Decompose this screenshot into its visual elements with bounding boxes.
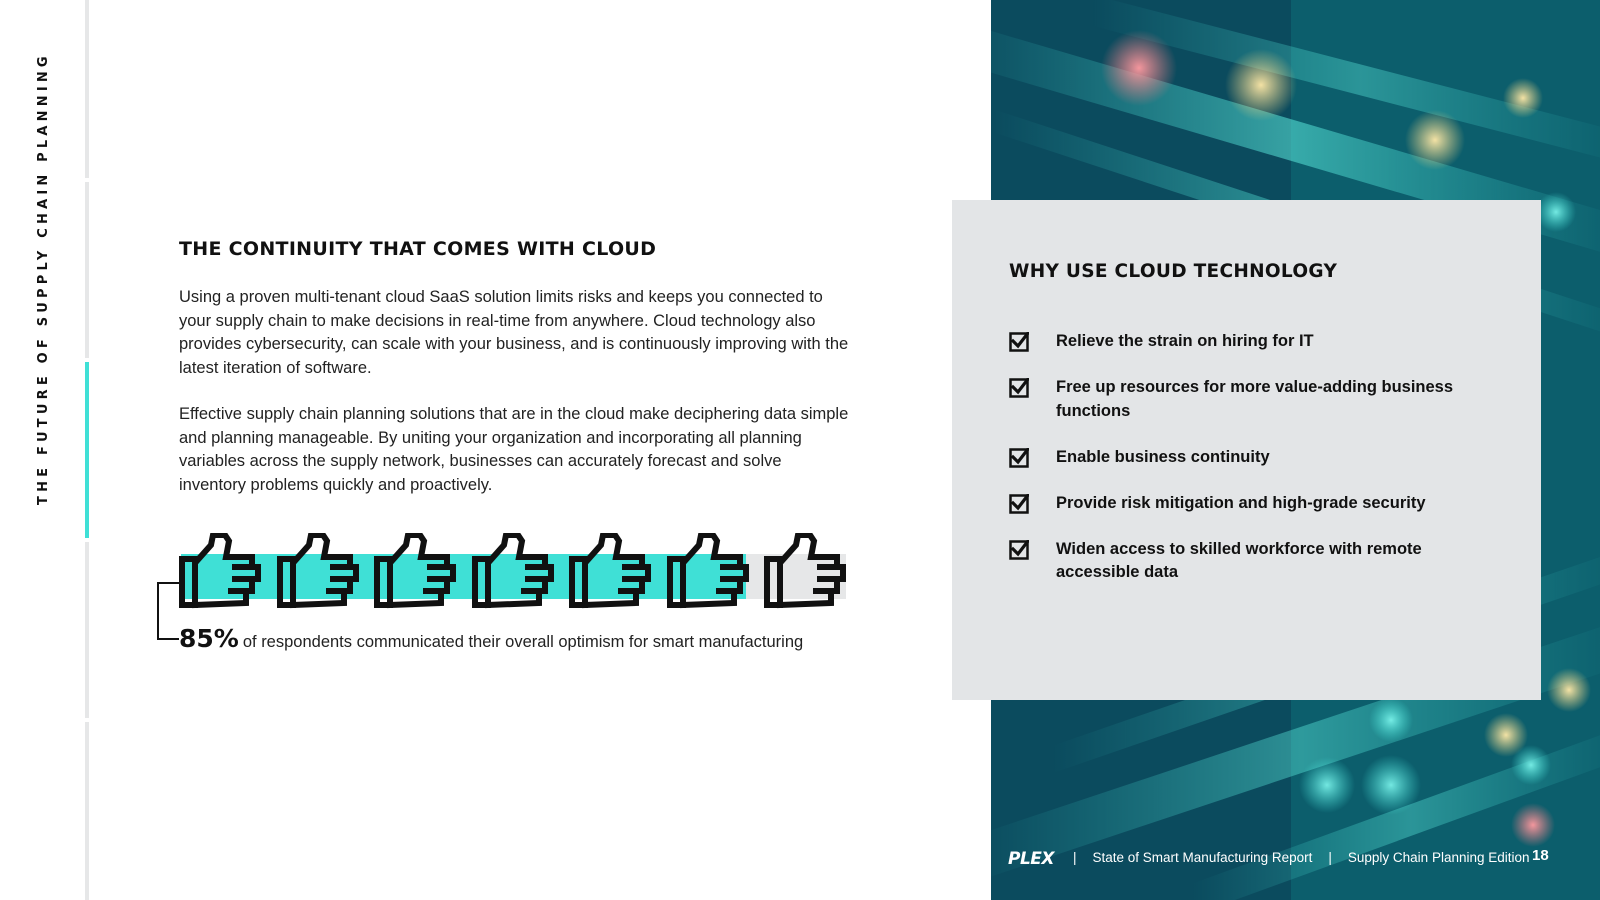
section-vertical-title: [36, 52, 56, 505]
rail-segment: [85, 0, 89, 178]
checkbox-checked-icon: [1009, 378, 1029, 398]
checkbox-checked-icon: [1009, 448, 1029, 468]
report-name: State of Smart Manufacturing Report: [1092, 850, 1313, 865]
benefit-text: Relieve the strain on hiring for IT: [1056, 332, 1314, 350]
thumbs-up-icon: [763, 533, 847, 613]
benefit-text: Provide risk mitigation and high-grade security: [1056, 493, 1426, 512]
checkbox-checked-icon: [1009, 332, 1029, 352]
body-paragraph: Effective supply chain planning solutions that are in the cloud make deciphering data simple and planning manageable. By uniting your organization and incorporating all planning variables across the supply network, businesses can accurately forecast and solve inventory problems quickly and proactively.: [179, 405, 849, 494]
stat-bracket: [157, 582, 179, 640]
rail-segment: [85, 542, 89, 718]
benefit-item: [1009, 492, 1509, 516]
body-paragraph: Using a proven multi-tenant cloud SaaS solution limits risks and keeps you connected to your supply chain to make decisions in real-time from anywhere. Cloud technology also provides cybersecurity, can scale with your business, and is continuously improving with the latest iteration of software.: [179, 288, 849, 377]
footer-separator: |: [1073, 850, 1077, 865]
edition-name: Supply Chain Planning Edition: [1347, 850, 1530, 865]
rail-title-text: THE FUTURE OF SUPPLY CHAIN PLANNING: [36, 52, 51, 505]
optimism-stat: [179, 624, 803, 653]
benefit-item: [1009, 446, 1509, 470]
thumbs-up-row: [178, 533, 848, 613]
section-title: THE CONTINUITY THAT COMES WITH CLOUD: [179, 238, 657, 260]
thumbs-up-icon: [178, 533, 262, 613]
thumbs-up-icon: [373, 533, 457, 613]
rail-segment-active: [85, 362, 89, 538]
benefit-text: Free up resources for more value-adding business functions: [1056, 378, 1454, 420]
page-number: 18: [1532, 847, 1549, 864]
footer-text: [1073, 850, 1530, 865]
footer-separator: |: [1328, 850, 1332, 865]
rail-segment: [85, 722, 89, 900]
benefit-item: [1009, 538, 1509, 585]
benefits-list: [1009, 330, 1509, 607]
benefit-text: Widen access to skilled workforce with remote accessible data: [1056, 539, 1422, 581]
rail-segment: [85, 182, 89, 358]
thumbs-up-icon: [568, 533, 652, 613]
thumbs-up-icon: [666, 533, 750, 613]
benefit-item: [1009, 330, 1509, 354]
checkbox-checked-icon: [1009, 540, 1029, 560]
thumbs-up-icon: [471, 533, 555, 613]
plex-logo: PLEX: [1008, 849, 1055, 869]
stat-percent: 85%: [179, 624, 239, 653]
stat-text: of respondents communicated their overall optimism for smart manufacturing: [242, 633, 804, 651]
thumbs-up-icon: [276, 533, 360, 613]
cloud-benefits-card: [952, 200, 1541, 700]
benefit-text: Enable business continuity: [1056, 447, 1270, 466]
card-title: WHY USE CLOUD TECHNOLOGY: [1009, 261, 1338, 282]
checkbox-checked-icon: [1009, 494, 1029, 514]
benefit-item: [1009, 376, 1509, 423]
